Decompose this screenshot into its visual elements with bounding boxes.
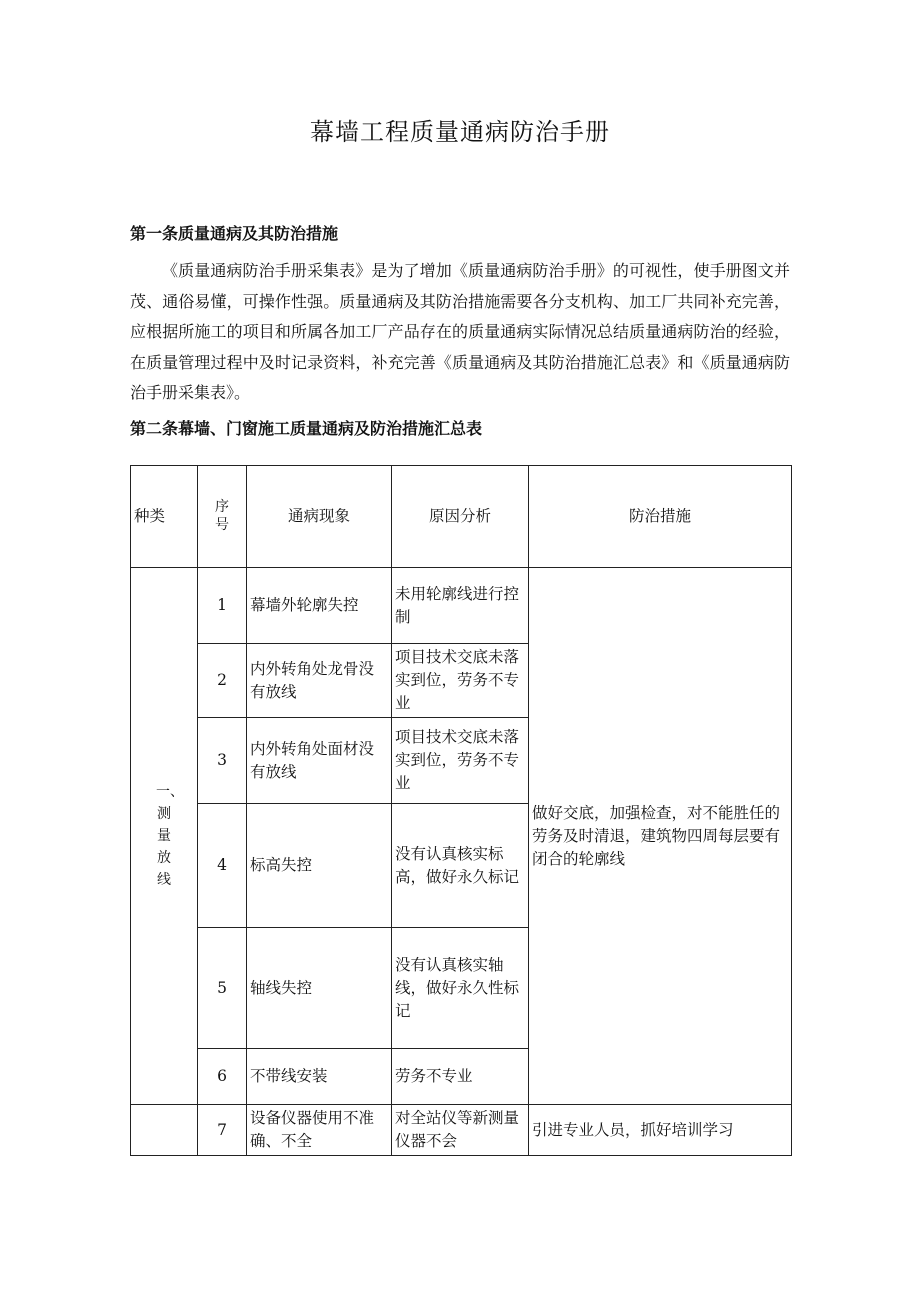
row-number: 2 bbox=[198, 644, 247, 718]
row-number: 3 bbox=[198, 718, 247, 804]
row-defect: 内外转角处龙骨没有放线 bbox=[247, 644, 392, 718]
page-title: 幕墙工程质量通病防治手册 bbox=[310, 118, 610, 146]
row-cause: 劳务不专业 bbox=[392, 1049, 529, 1105]
header-number: 序号 bbox=[198, 466, 247, 568]
row-number: 6 bbox=[198, 1049, 247, 1105]
row-cause: 项目技术交底未落实到位，劳务不专业 bbox=[392, 644, 529, 718]
row-number: 4 bbox=[198, 804, 247, 928]
row-defect: 幕墙外轮廓失控 bbox=[247, 568, 392, 644]
header-measure: 防治措施 bbox=[529, 466, 792, 568]
table-row bbox=[131, 568, 792, 644]
row-cause: 未用轮廓线进行控制 bbox=[392, 568, 529, 644]
row-defect: 轴线失控 bbox=[247, 928, 392, 1049]
section-heading-1: 第一条质量通病及其防治措施 bbox=[130, 224, 339, 243]
row-defect: 设备仪器使用不准确、不全 bbox=[247, 1105, 392, 1156]
row-number: 1 bbox=[198, 568, 247, 644]
category-cell-continued bbox=[131, 1105, 198, 1156]
shared-measure-cell: 做好交底，加强检查，对不能胜任的劳务及时清退，建筑物四周每层要有闭合的轮廓线 bbox=[529, 568, 792, 1105]
row-defect: 不带线安装 bbox=[247, 1049, 392, 1105]
row-measure: 引进专业人员，抓好培训学习 bbox=[529, 1105, 792, 1156]
row-defect: 内外转角处面材没有放线 bbox=[247, 718, 392, 804]
row-defect: 标高失控 bbox=[247, 804, 392, 928]
header-category: 种类 bbox=[131, 466, 198, 568]
defect-summary-table bbox=[130, 465, 792, 1156]
table-row bbox=[131, 1105, 792, 1156]
row-cause: 对全站仪等新测量仪器不会 bbox=[392, 1105, 529, 1156]
section-paragraph-1: 《质量通病防治手册采集表》是为了增加《质量通病防治手册》的可视性，使手册图文并茂、通俗易懂，可操作性强。质量通病及其防治措施需要各分支机构、加工厂共同补充完善，应根据所施工的项目和所属各加工厂产品存在的质量通病实际情况总结质量通病防治的经验，在质量管理过程中及时记录资料，补充完善《质量通病及其防治措施汇总表》和《质量通病防治手册采集表》。 bbox=[130, 261, 790, 402]
header-cause: 原因分析 bbox=[392, 466, 529, 568]
row-number: 7 bbox=[198, 1105, 247, 1156]
table-header-row bbox=[131, 466, 792, 568]
row-cause: 没有认真核实轴线，做好永久性标记 bbox=[392, 928, 529, 1049]
row-cause: 项目技术交底未落实到位，劳务不专业 bbox=[392, 718, 529, 804]
row-number: 5 bbox=[198, 928, 247, 1049]
category-cell: 一、测量放线 bbox=[131, 568, 198, 1105]
header-defect: 通病现象 bbox=[247, 466, 392, 568]
section-heading-2: 第二条幕墙、门窗施工质量通病及防治措施汇总表 bbox=[130, 419, 483, 438]
row-cause: 没有认真核实标高，做好永久标记 bbox=[392, 804, 529, 928]
